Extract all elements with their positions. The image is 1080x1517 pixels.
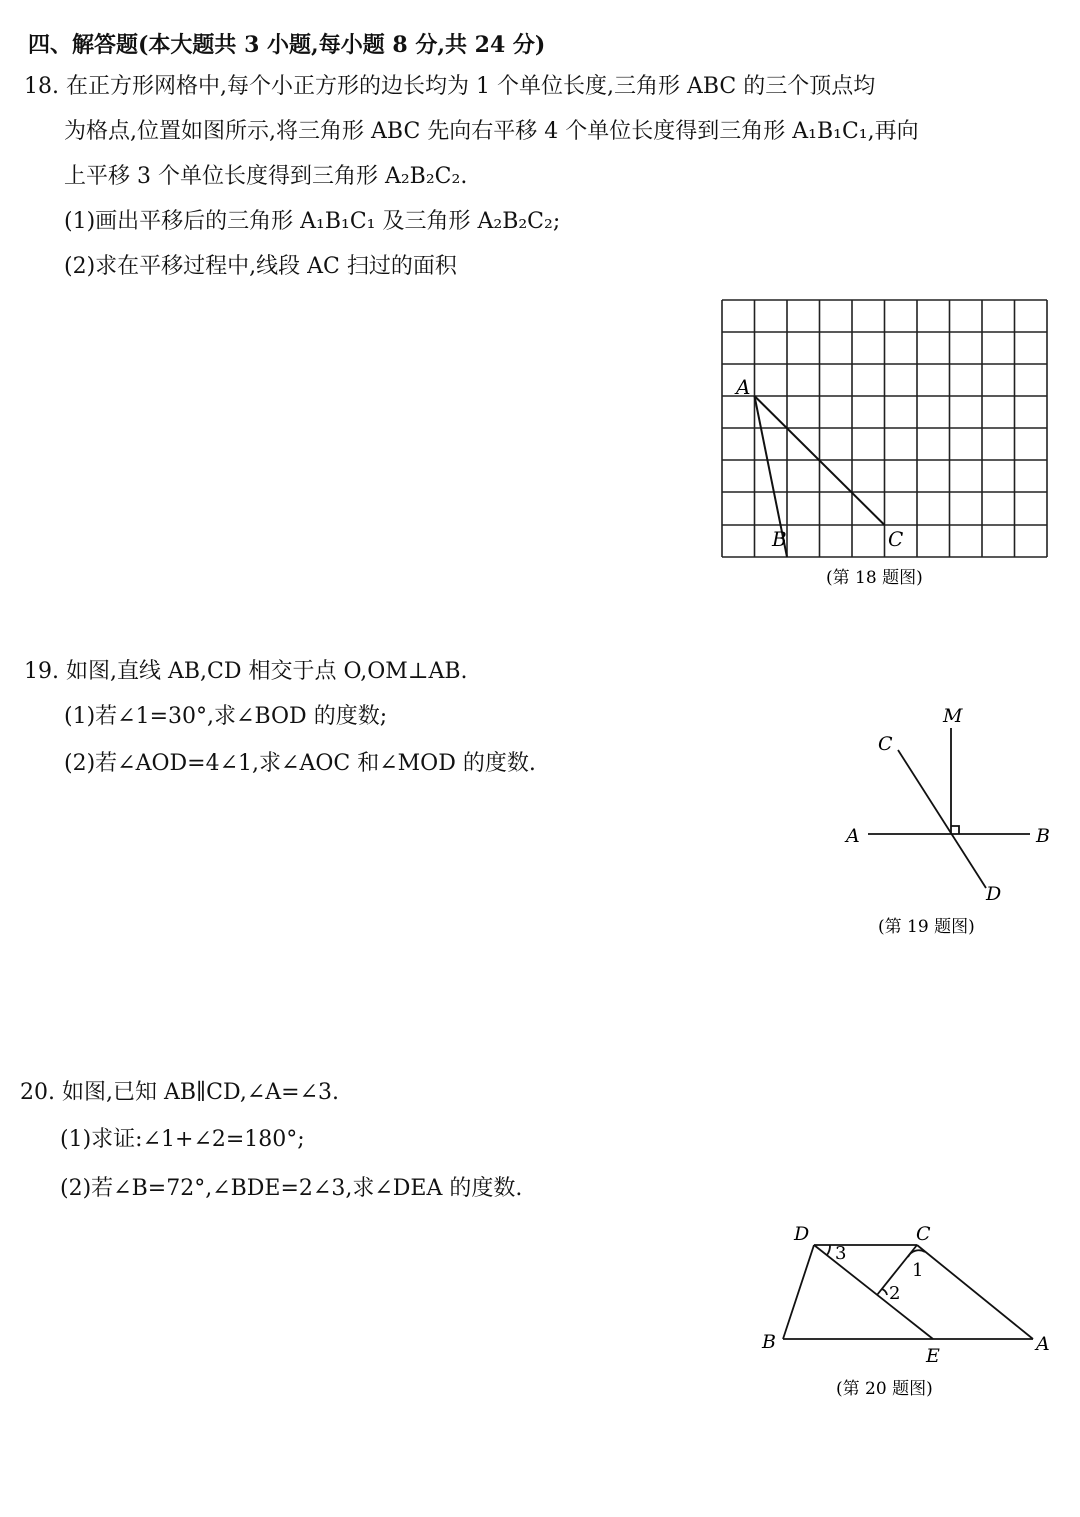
q20-angle-2-arc xyxy=(882,1289,887,1295)
q19-caption: (第 19 题图) xyxy=(878,917,975,937)
q20-label-b: B xyxy=(762,1331,776,1353)
q20-label-a: A xyxy=(1036,1333,1050,1355)
q20-figure xyxy=(750,1215,1060,1410)
q20-angle-1-label: 1 xyxy=(912,1260,924,1281)
q20-part1: (1)求证:∠1+∠2=180°; xyxy=(60,1127,305,1152)
q19-right-angle-mark xyxy=(951,826,959,834)
q20-label-d: D xyxy=(794,1223,810,1245)
q20-angle-3-arc xyxy=(827,1245,830,1255)
q20-part2: (2)若∠B=72°,∠BDE=2∠3,求∠DEA 的度数. xyxy=(60,1176,523,1201)
q20-line-bd xyxy=(783,1245,814,1339)
q18-label-a: A xyxy=(736,375,751,399)
q20-angle-3-label: 3 xyxy=(835,1243,847,1264)
q20-angle-1-arc xyxy=(908,1250,925,1257)
q19-figure xyxy=(830,700,1060,945)
q19-part2: (2)若∠AOD=4∠1,求∠AOC 和∠MOD 的度数. xyxy=(64,751,536,776)
q18-line3: 上平移 3 个单位长度得到三角形 A₂B₂C₂. xyxy=(64,164,468,189)
q19-part1: (1)若∠1=30°,求∠BOD 的度数; xyxy=(64,704,388,729)
q20-line1: 20. 如图,已知 AB∥CD,∠A=∠3. xyxy=(20,1080,340,1105)
q18-line2: 为格点,位置如图所示,将三角形 ABC 先向右平移 4 个单位长度得到三角形 A₁B₁C₁,再向 xyxy=(64,119,919,144)
q19-line1: 19. 如图,直线 AB,CD 相交于点 O,OM⊥AB. xyxy=(24,659,468,684)
q19-label-a: A xyxy=(846,825,860,847)
q20-label-e: E xyxy=(926,1345,940,1367)
q19-label-c: C xyxy=(878,733,893,755)
q18-caption: (第 18 题图) xyxy=(826,568,923,588)
q18-grid xyxy=(722,300,1047,557)
q18-label-b: B xyxy=(772,527,787,551)
q20-angle-2-label: 2 xyxy=(889,1283,901,1304)
q19-label-d: D xyxy=(986,883,1002,905)
q20-caption: (第 20 题图) xyxy=(836,1379,933,1399)
q20-label-c: C xyxy=(916,1223,931,1245)
q18-part1: (1)画出平移后的三角形 A₁B₁C₁ 及三角形 A₂B₂C₂; xyxy=(64,209,561,234)
q18-label-c: C xyxy=(888,527,904,551)
q20-line-ca xyxy=(917,1245,1033,1339)
q18-line1: 18. 在正方形网格中,每个小正方形的边长均为 1 个单位长度,三角形 ABC 的三个顶点均 xyxy=(24,74,876,99)
q19-label-b: B xyxy=(1036,825,1050,847)
q19-line-cd xyxy=(898,750,986,888)
q18-part2: (2)求在平移过程中,线段 AC 扫过的面积 xyxy=(64,254,457,279)
q19-label-m: M xyxy=(943,705,963,727)
q18-grid-figure xyxy=(700,290,1060,595)
section-header: 四、解答题(本大题共 3 小题,每小题 8 分,共 24 分) xyxy=(28,32,546,58)
